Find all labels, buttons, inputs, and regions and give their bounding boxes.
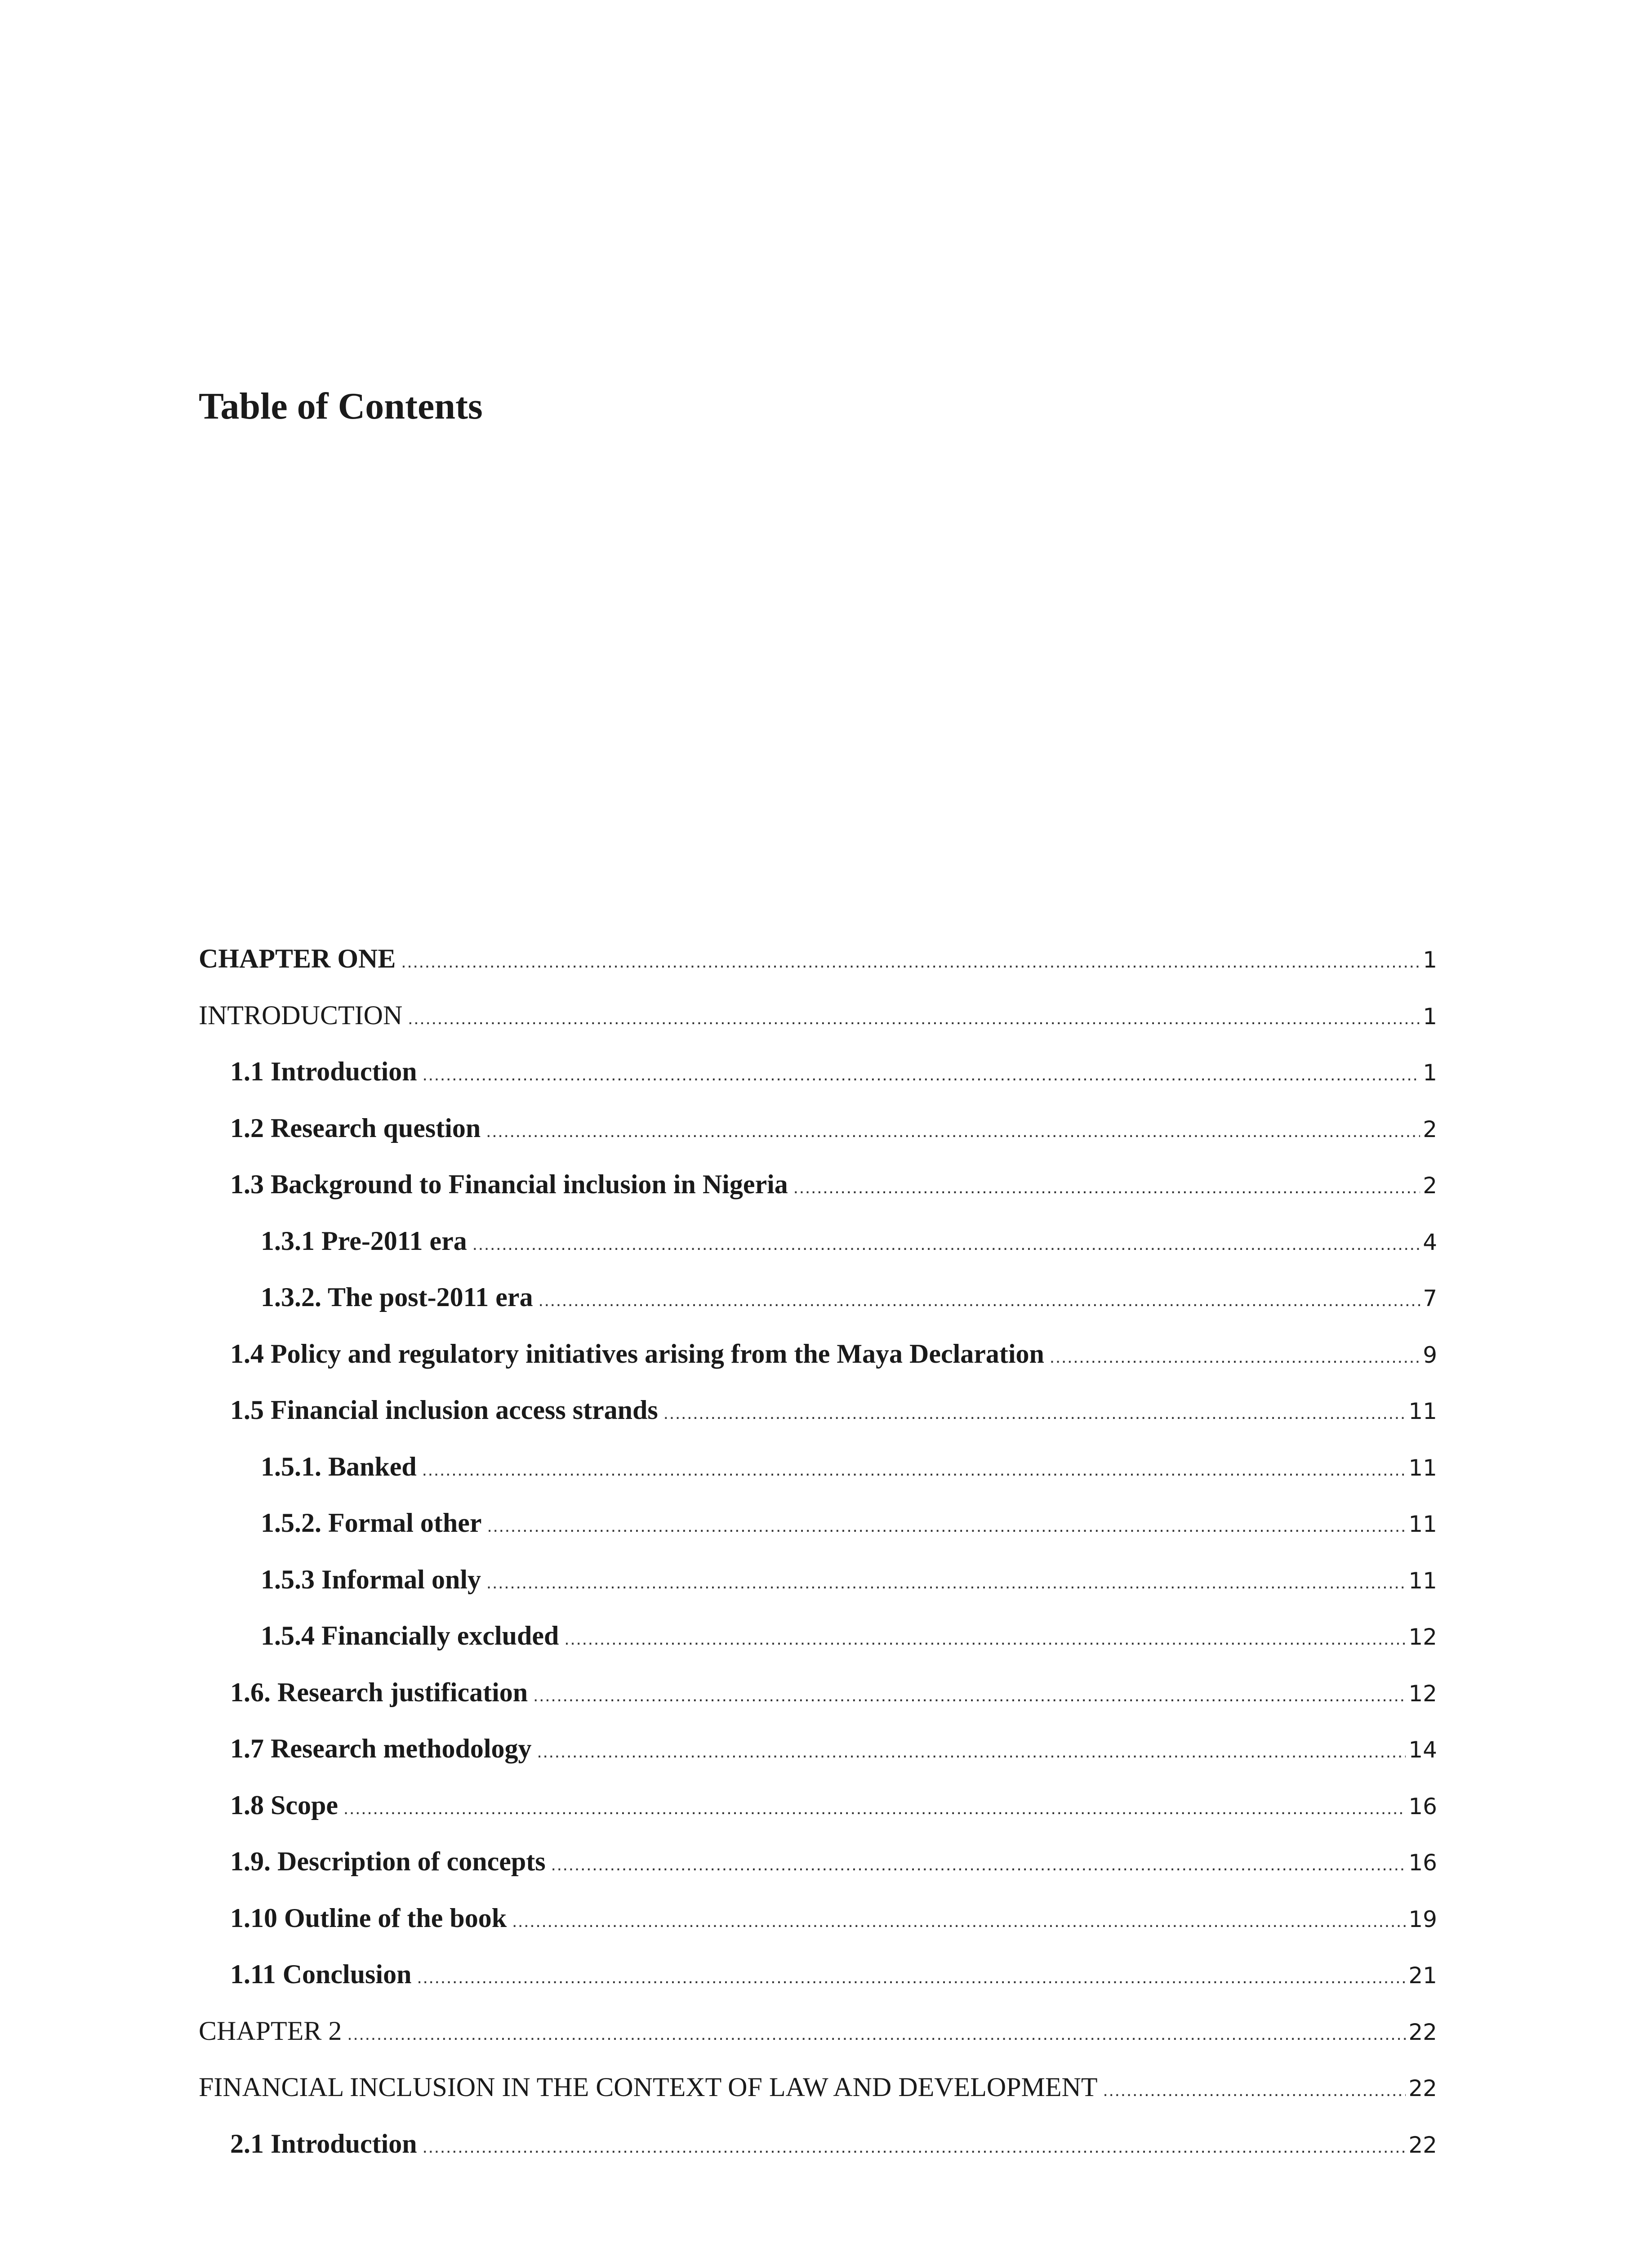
dot-leader (551, 1855, 1406, 1875)
toc-page-number: 14 (1408, 1737, 1437, 1763)
toc-entry[interactable] (199, 1846, 1437, 1903)
toc-page-number: 1 (1423, 1003, 1437, 1030)
toc-entry[interactable] (199, 2072, 1437, 2128)
toc-page-number: 22 (1408, 2075, 1437, 2101)
toc-entry[interactable] (199, 1903, 1437, 1959)
toc-entry[interactable] (199, 1508, 1437, 1564)
toc-entry-label: 1.10 Outline of the book (230, 1903, 507, 1933)
toc-page-number: 21 (1408, 1963, 1437, 1989)
toc-entry[interactable] (199, 2128, 1437, 2185)
toc-entry-label: 2.1 Introduction (230, 2128, 417, 2159)
dot-leader (423, 1065, 1420, 1085)
page-title: Table of Contents (199, 385, 483, 427)
table-of-contents (199, 943, 1437, 2185)
dot-leader (343, 1798, 1406, 1819)
dot-leader (793, 1178, 1420, 1198)
dot-leader (486, 1573, 1406, 1593)
toc-entry[interactable] (199, 1282, 1437, 1338)
toc-entry[interactable] (199, 1733, 1437, 1790)
dot-leader (486, 1121, 1420, 1142)
toc-entry[interactable] (199, 943, 1437, 1000)
dot-leader (422, 1460, 1406, 1480)
toc-entry-label: 1.9. Description of concepts (230, 1847, 546, 1876)
dot-leader (663, 1403, 1406, 1423)
toc-page-number: 19 (1408, 1906, 1437, 1932)
toc-page-number: 1 (1423, 1060, 1437, 1086)
toc-entry-label: 1.2 Research question (230, 1113, 481, 1143)
toc-page-number: 1 (1423, 947, 1437, 973)
toc-page-number: 11 (1408, 1398, 1437, 1424)
toc-entry[interactable] (199, 2016, 1437, 2072)
toc-entry-label: 1.5 Financial inclusion access strands (230, 1395, 658, 1425)
dot-leader (539, 1290, 1420, 1311)
dot-leader (472, 1234, 1420, 1254)
toc-page-number: 9 (1423, 1342, 1437, 1368)
toc-entry-label: 1.6. Research justification (230, 1677, 528, 1707)
toc-page-number: 2 (1423, 1173, 1437, 1199)
toc-page-number: 12 (1408, 1624, 1437, 1650)
dot-leader (423, 2137, 1406, 2157)
toc-entry-label: 1.5.3 Informal only (261, 1564, 481, 1594)
toc-entry-label: CHAPTER 2 (199, 2016, 342, 2046)
toc-entry[interactable] (199, 1226, 1437, 1282)
toc-entry[interactable] (199, 1620, 1437, 1677)
toc-entry-label: 1.1 Introduction (230, 1057, 417, 1086)
toc-entry[interactable] (199, 1451, 1437, 1508)
toc-page-number: 7 (1423, 1285, 1437, 1311)
toc-page-number: 22 (1408, 2132, 1437, 2158)
toc-entry[interactable] (199, 1113, 1437, 1169)
toc-entry[interactable] (199, 1000, 1437, 1057)
dot-leader (1050, 1347, 1420, 1367)
toc-entry-label: 1.5.4 Financially excluded (261, 1621, 559, 1650)
toc-entry-label: 1.3 Background to Financial inclusion in Nigeria (230, 1169, 788, 1199)
toc-entry[interactable] (199, 1564, 1437, 1621)
dot-leader (564, 1629, 1406, 1649)
toc-page-number: 11 (1408, 1511, 1437, 1537)
dot-leader (537, 1742, 1406, 1762)
toc-entry-label: 1.11 Conclusion (230, 1959, 412, 1989)
toc-entry[interactable] (199, 1056, 1437, 1113)
toc-page-number: 22 (1408, 2019, 1437, 2045)
toc-entry[interactable] (199, 1169, 1437, 1226)
toc-entry[interactable] (199, 1959, 1437, 2016)
toc-entry-label: 1.4 Policy and regulatory initiatives arising from the Maya Declaration (230, 1338, 1044, 1369)
toc-entry-label: 1.8 Scope (230, 1790, 338, 1820)
toc-entry-label: 1.5.2. Formal other (261, 1508, 482, 1538)
toc-page-number: 2 (1423, 1116, 1437, 1142)
dot-leader (1103, 2080, 1406, 2101)
toc-page-number: 4 (1423, 1229, 1437, 1255)
toc-entry-label: CHAPTER ONE (199, 944, 396, 973)
dot-leader (408, 1008, 1420, 1029)
toc-page-number: 16 (1408, 1793, 1437, 1820)
toc-entry-label: FINANCIAL INCLUSION IN THE CONTEXT OF LAW AND DEVELOPMENT (199, 2072, 1098, 2102)
toc-entry-label: 1.7 Research methodology (230, 1734, 532, 1763)
toc-entry-label: 1.3.2. The post-2011 era (261, 1282, 533, 1312)
dot-leader (401, 952, 1420, 972)
toc-page-number: 12 (1408, 1680, 1437, 1707)
toc-entry[interactable] (199, 1338, 1437, 1395)
toc-page-number: 16 (1408, 1850, 1437, 1876)
dot-leader (533, 1686, 1406, 1706)
toc-entry-label: 1.3.1 Pre-2011 era (261, 1226, 467, 1256)
dot-leader (487, 1516, 1406, 1536)
dot-leader (417, 1967, 1406, 1988)
toc-entry[interactable] (199, 1790, 1437, 1847)
dot-leader (347, 2024, 1406, 2044)
toc-page-number: 11 (1408, 1567, 1437, 1594)
toc-entry[interactable] (199, 1677, 1437, 1734)
toc-page-number: 11 (1408, 1454, 1437, 1481)
toc-entry-label: INTRODUCTION (199, 1000, 403, 1030)
toc-entry[interactable] (199, 1395, 1437, 1451)
dot-leader (512, 1911, 1406, 1931)
toc-entry-label: 1.5.1. Banked (261, 1451, 417, 1481)
